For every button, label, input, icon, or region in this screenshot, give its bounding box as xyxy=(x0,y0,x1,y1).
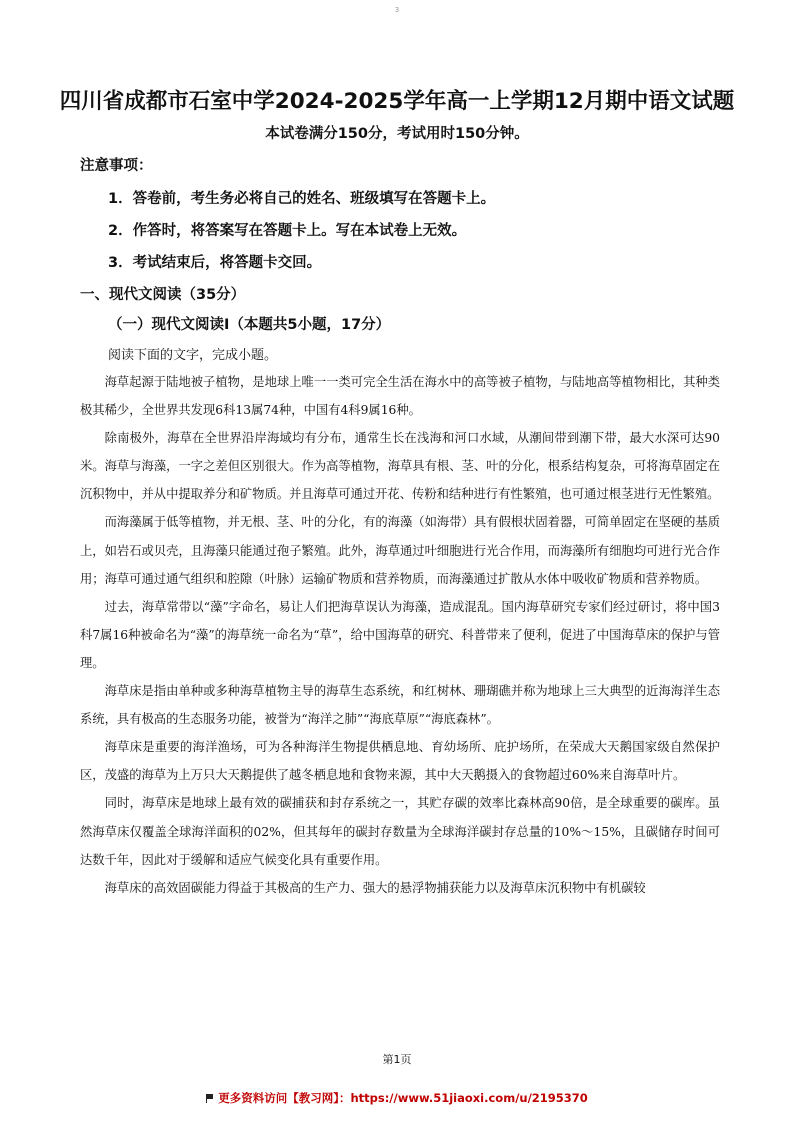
footer-link[interactable] xyxy=(0,1090,794,1106)
reading-instruction: 阅读下面的文字，完成小题。 xyxy=(108,348,278,363)
notice-item-3: 3．考试结束后，将答题卡交回。 xyxy=(108,255,322,271)
passage-paragraph-3: 而海藻属于低等植物，并无根、茎、叶的分化，有的海藻（如海带）具有假根状固着器，可简单固定在坚硬的基质上，如岩石或贝壳，且海藻只能通过孢子繁殖。此外，海草通过叶细胞进行光合作用，而海藻所有细胞均可进行光合作用；海草可通过通气组织和腔隙（叶脉）运输矿物质和营养物质，而海藻通过扩散从水体中吸收矿物质和营养物质。 xyxy=(80,515,720,586)
page-top-mark: 3 xyxy=(394,6,400,14)
flag-icon xyxy=(206,1094,215,1103)
page-number: 第1页 xyxy=(382,1053,412,1066)
section-heading: 一、现代文阅读（35分） xyxy=(80,287,246,303)
passage-paragraph-5: 海草床是指由单种或多种海草植物主导的海草生态系统，和红树林、珊瑚礁并称为地球上三大典型的近海海洋生态系统，具有极高的生态服务功能，被誉为“海洋之肺”“海底草原”“海底森林”。 xyxy=(80,684,720,727)
notice-heading: 注意事项： xyxy=(80,158,153,174)
passage-paragraph-6: 海草床是重要的海洋渔场，可为各种海洋生物提供栖息地、育幼场所、庇护场所，在荣成大天鹅国家级自然保护区，茂盛的海草为上万只大天鹅提供了越冬栖息地和食物来源，其中大天鹅摄入的食物超过60%来自海草叶片。 xyxy=(80,740,720,783)
footer-text[interactable]: 更多资料访问【教习网】：https://www.51jiaoxi.com/u/2195370 xyxy=(218,1091,588,1105)
notice-item-1: 1．答卷前，考生务必将自己的姓名、班级填写在答题卡上。 xyxy=(108,191,496,207)
exam-subtitle: 本试卷满分150分，考试用时150分钟。 xyxy=(265,126,529,142)
subsection-heading: （一）现代文阅读Ⅰ（本题共5小题，17分） xyxy=(108,317,391,333)
passage-paragraph-8: 海草床的高效固碳能力得益于其极高的生产力、强大的悬浮物捕获能力以及海草床沉积物中有机碳较 xyxy=(104,880,646,895)
reading-passage xyxy=(80,368,720,902)
passage-paragraph-1: 海草起源于陆地被子植物，是地球上唯一一类可完全生活在海水中的高等被子植物，与陆地高等植物相比，其种类极其稀少，全世界共发现6科13属74种，中国有4科9属16种。 xyxy=(80,375,720,418)
passage-paragraph-2: 除南极外，海草在全世界沿岸海域均有分布，通常生长在浅海和河口水域，从潮间带到潮下带，最大水深可达90米。海草与海藻，一字之差但区别很大。作为高等植物，海草具有根、茎、叶的分化，根系结构复杂，可将海草固定在沉积物中，并从中提取养分和矿物质。并且海草可通过开花、传粉和结种进行有性繁殖，也可通过根茎进行无性繁殖。 xyxy=(80,431,720,502)
notice-item-2: 2．作答时，将答案写在答题卡上。写在本试卷上无效。 xyxy=(108,223,467,239)
passage-paragraph-7: 同时，海草床是地球上最有效的碳捕获和封存系统之一，其贮存碳的效率比森林高90倍，是全球重要的碳库。虽然海草床仅覆盖全球海洋面积的02%，但其每年的碳封存数量为全球海洋碳封存总量的10%～15%，且碳储存时间可达数千年，因此对于缓解和适应气候变化具有重要作用。 xyxy=(80,796,720,867)
exam-title: 四川省成都市石室中学2024-2025学年高一上学期12月期中语文试题 xyxy=(59,89,735,114)
passage-paragraph-4: 过去，海草常带以“藻”字命名，易让人们把海草误认为海藻，造成混乱。国内海草研究专家们经过研讨，将中国3科7属16种被命名为“藻”的海草统一命名为“草”，给中国海草的研究、科普带来了便利，促进了中国海草床的保护与管理。 xyxy=(80,599,720,670)
